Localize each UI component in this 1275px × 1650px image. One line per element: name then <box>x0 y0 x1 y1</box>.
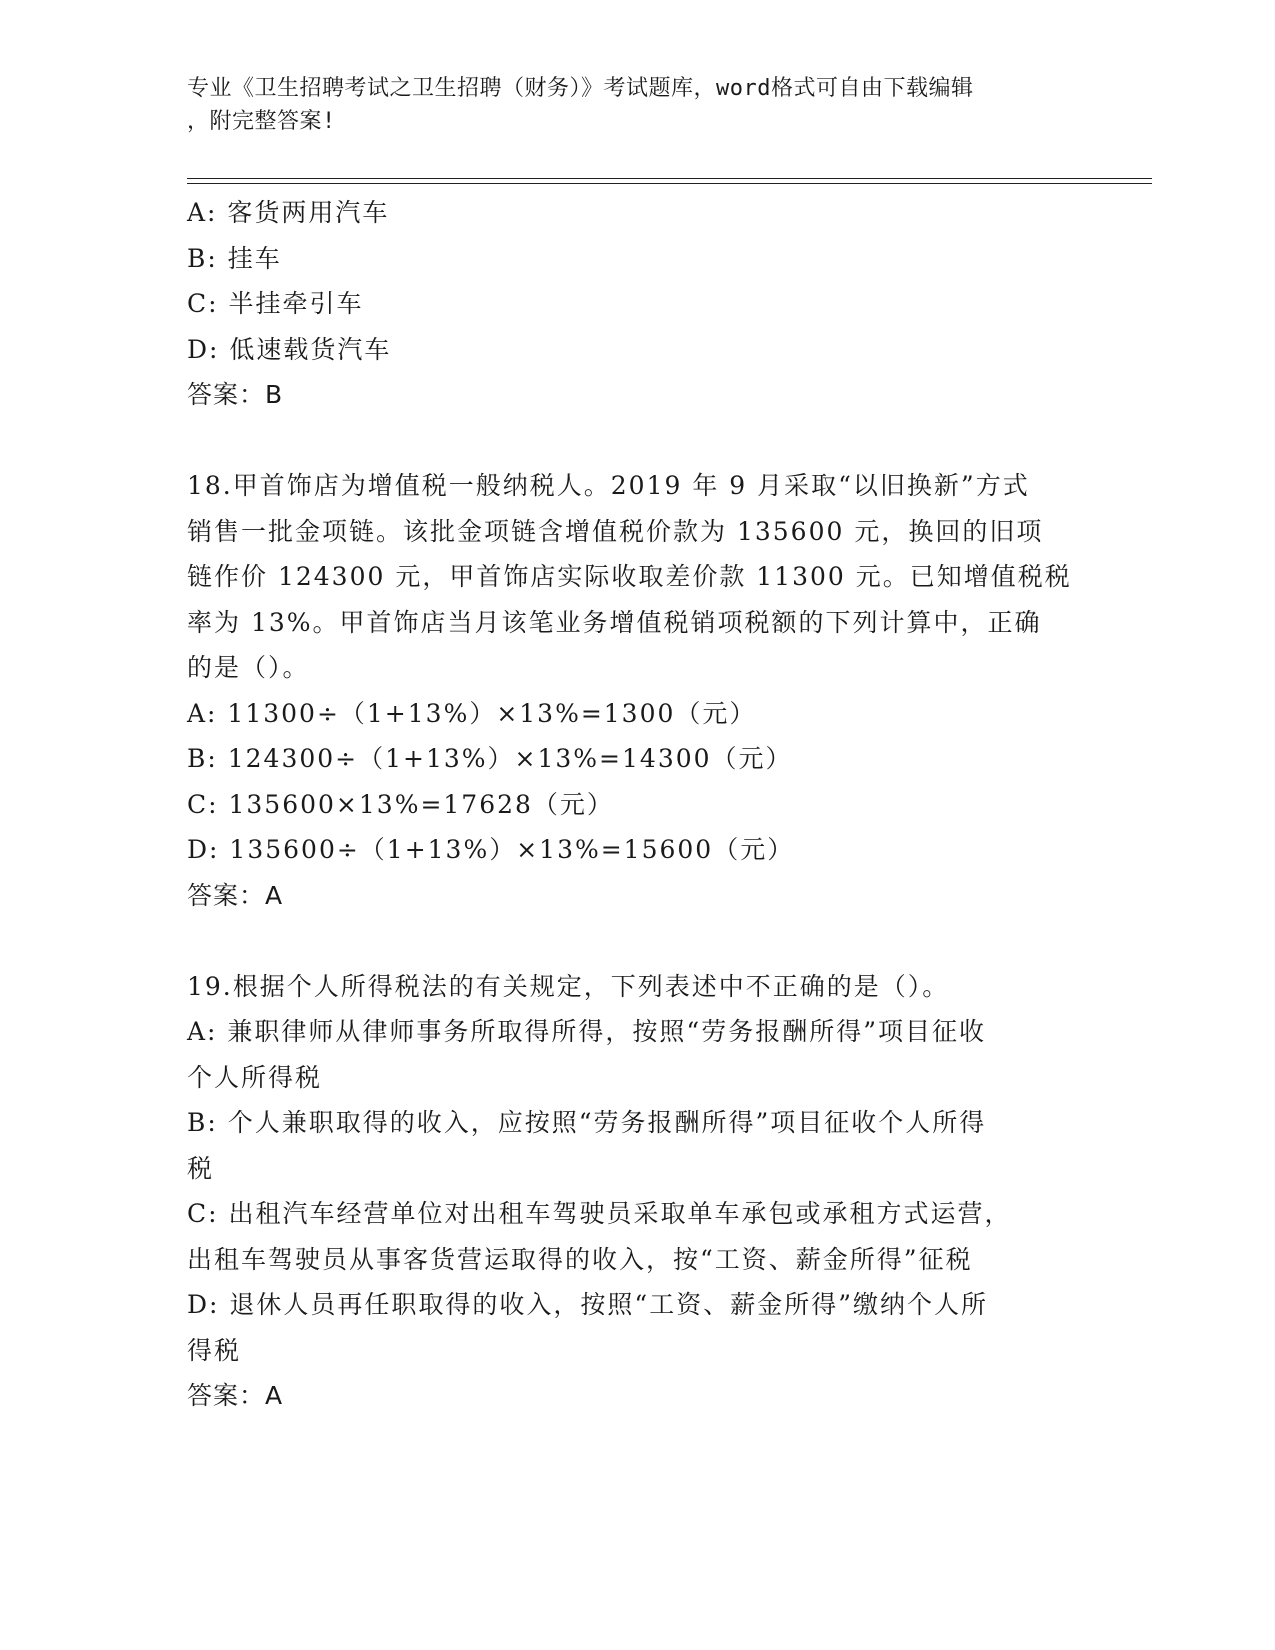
option-a-line: A: 兼职律师从律师事务所取得所得，按照“劳务报酬所得”项目征收 <box>187 1017 986 1046</box>
option-a: A: 客货两用汽车 <box>187 198 390 227</box>
option-c-line: C: 出租汽车经营单位对出租车驾驶员采取单车承包或承租方式运营， <box>187 1199 1012 1228</box>
option-d: D: 低速载货汽车 <box>187 334 392 364</box>
option-d-line: D: 退休人员再任职取得的收入，按照“工资、薪金所得”缴纳个人所 <box>187 1290 988 1319</box>
answer: 答案：B <box>187 380 284 409</box>
question-text-line: 销售一批金项链。该批金项链含增值税价款为 135600 元，换回的旧项 <box>187 516 1044 546</box>
question-content <box>187 190 1087 1419</box>
header-title-line-1: 专业《卫生招聘考试之卫生招聘（财务）》考试题库，word格式可自由下载编辑 <box>187 76 974 101</box>
question-19 <box>187 964 1087 1419</box>
question-text-line: 18.甲首饰店为增值税一般纳税人。2019 年 9 月采取“以旧换新”方式 <box>187 471 1030 500</box>
spacer <box>187 918 1087 964</box>
header-divider-bottom <box>187 183 1152 184</box>
option-a-line: 个人所得税 <box>187 1062 323 1092</box>
question-text-line: 率为 13%。甲首饰店当月该笔业务增值税销项税额的下列计算中，正确 <box>187 607 1042 637</box>
question-text-line: 的是（）。 <box>187 653 310 682</box>
option-d-line: 得税 <box>187 1335 242 1365</box>
option-c: C: 135600×13%=17628（元） <box>187 789 614 819</box>
question-text-line: 链作价 124300 元，甲首饰店实际收取差价款 11300 元。已知增值税税 <box>187 562 1072 591</box>
header-title-line-2: ，附完整答案! <box>187 109 336 134</box>
question-18 <box>187 463 1087 918</box>
header-divider-top <box>187 178 1152 179</box>
option-b-line: B: 个人兼职取得的收入，应按照“劳务报酬所得”项目征收个人所得 <box>187 1108 987 1137</box>
option-c-line: 出租车驾驶员从事客货营运取得的收入，按“工资、薪金所得”征税 <box>187 1244 973 1274</box>
answer: 答案：A <box>187 1381 284 1410</box>
option-b: B: 124300÷（1+13%）×13%=14300（元） <box>187 744 793 773</box>
option-d: D: 135600÷（1+13%）×13%=15600（元） <box>187 835 795 864</box>
answer: 答案：A <box>187 880 284 910</box>
document-header <box>187 72 1067 138</box>
option-b-line: 税 <box>187 1153 215 1183</box>
question-17 <box>187 190 1087 418</box>
option-b: B: 挂车 <box>187 243 282 273</box>
spacer <box>187 418 1087 464</box>
option-a: A: 11300÷（1+13%）×13%=1300（元） <box>187 698 757 728</box>
question-text-line: 19.根据个人所得税法的有关规定，下列表述中不正确的是（）。 <box>187 971 950 1001</box>
option-c: C: 半挂牵引车 <box>187 289 364 318</box>
